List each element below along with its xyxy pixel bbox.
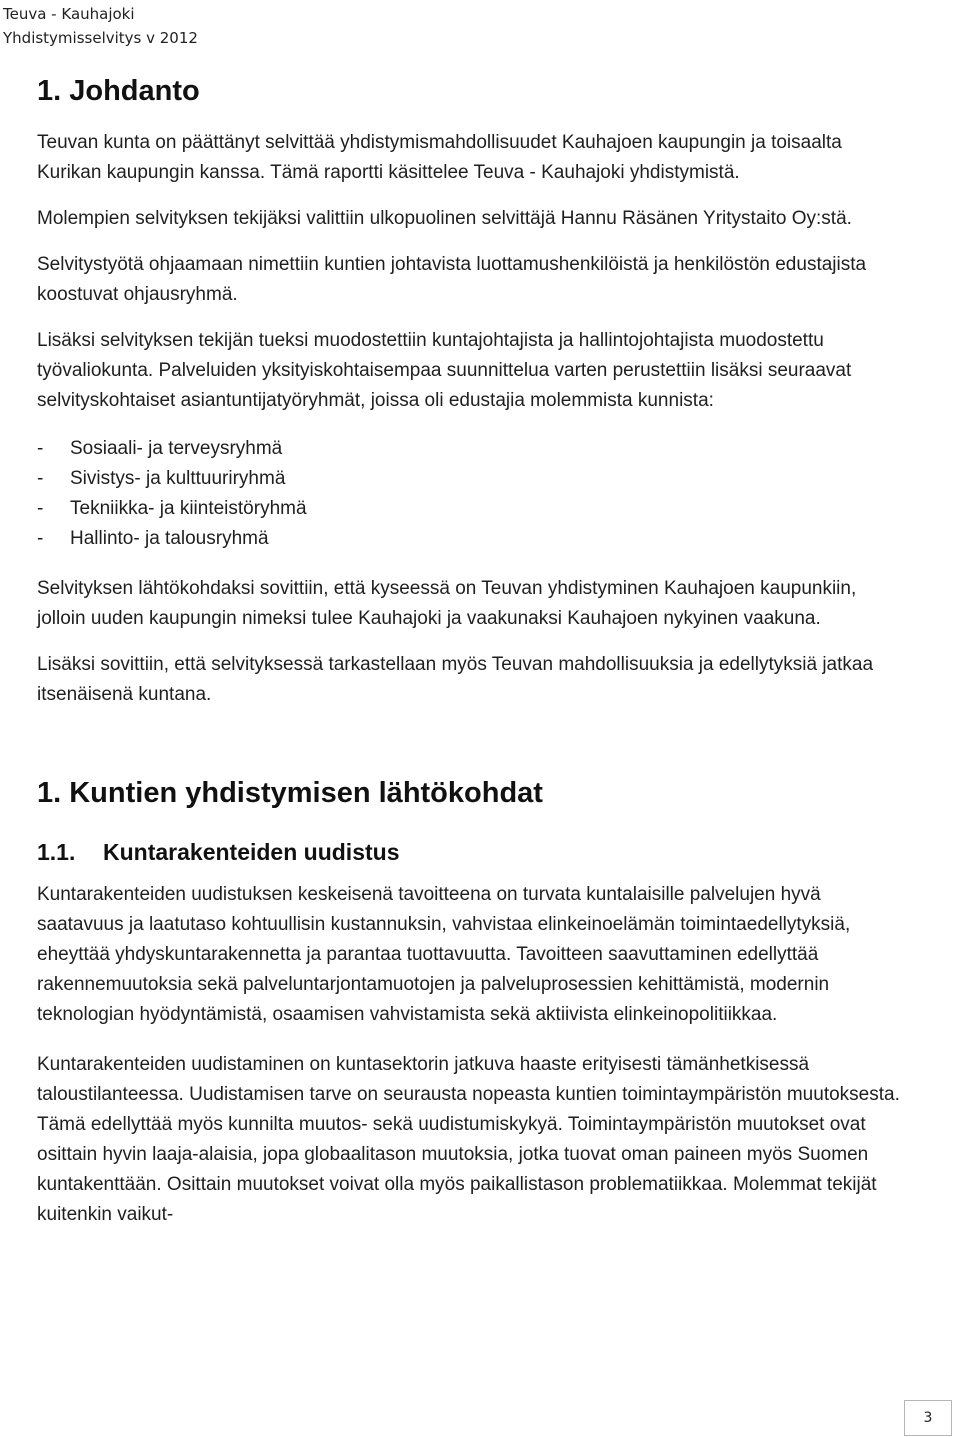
- list-item: [37, 434, 907, 464]
- dash-bullet: -: [37, 498, 44, 519]
- section-heading-johdanto: 1. Johdanto: [37, 75, 200, 107]
- paragraph: Teuvan kunta on päättänyt selvittää yhdistymismahdollisuudet Kauhajoen kaupungin ja toisaalta Kurikan kaupungin kanssa. Tämä raportti käsittelee Teuva - Kauhajoki yhdistymistä.: [37, 132, 842, 183]
- list-item: [37, 494, 907, 524]
- dash-bullet: -: [37, 468, 44, 489]
- subsection-title: Kuntarakenteiden uudistus: [103, 839, 400, 865]
- paragraph: Kuntarakenteiden uudistuksen keskeisenä tavoitteena on turvata kuntalaisille palvelujen hyvä saatavuus ja laatutaso kohtuullisin kustannuksin, vahvistaa elinkeinoelämän toimintaedellytyksiä, eheyttää yhdyskuntarakennetta ja parantaa tuottavuutta. Tavoitteen saavuttaminen edellyttää rakennemuutoksia sekä palveluntarjontamuotojen ja palveluprosessien kehittämistä, modernin teknologian hyödyntämistä, osaamisen vahvistamista sekä aktiivista elinkeinopolitiikkaa.: [37, 884, 851, 1025]
- paragraph: Lisäksi sovittiin, että selvityksessä tarkastellaan myös Teuvan mahdollisuuksia ja edellytyksiä jatkaa itsenäisenä kuntana.: [37, 654, 874, 705]
- list-item-text: Sosiaali- ja terveysryhmä: [70, 438, 283, 459]
- page-number: 3: [904, 1400, 952, 1436]
- list-item: [37, 464, 907, 494]
- paragraph: Selvitystyötä ohjaamaan nimettiin kuntien johtavista luottamushenkilöistä ja henkilöstön edustajista koostuvat ohjausryhmä.: [37, 254, 867, 305]
- list-item-text: Sivistys- ja kulttuuriryhmä: [70, 468, 286, 489]
- document-body: [37, 68, 907, 1230]
- paragraph: Kuntarakenteiden uudistaminen on kuntasektorin jatkuva haaste erityisesti tämänhetkisessä taloustilanteessa. Uudistamisen tarve on seurausta nopeasta kuntien toimintaympäristön muutoksesta. Tämä edellyttää myös kunnilta muutos- sekä uudistumiskykyä. Toimintaympäristön muutokset ovat osittain hyvin laaja-alaisia, jopa globaalitason muutoksia, jotka tuovat oman paineen myös Suomen kuntakenttään. Osittain muutokset voivat olla myös paikallistason problematiikkaa. Molemmat tekijät kuitenkin vaikut-: [37, 1054, 900, 1225]
- header-title: Teuva - Kauhajoki: [3, 5, 135, 23]
- dash-bullet: -: [37, 528, 44, 549]
- dash-bullet: -: [37, 438, 44, 459]
- page-header: [3, 2, 198, 50]
- list-item-text: Hallinto- ja talousryhmä: [70, 528, 269, 549]
- list-item-text: Tekniikka- ja kiinteistöryhmä: [70, 498, 307, 519]
- paragraph: Selvityksen lähtökohdaksi sovittiin, että kyseessä on Teuvan yhdistyminen Kauhajoen kaupunkiin, jolloin uuden kaupungin nimeksi tulee Kauhajoki ja vaakunaksi Kauhajoen nykyinen vaakuna.: [37, 578, 857, 629]
- subsection-number: 1.1.: [37, 839, 76, 865]
- header-subtitle: Yhdistymisselvitys v 2012: [3, 29, 198, 47]
- section-heading-lahtokohdat: 1. Kuntien yhdistymisen lähtökohdat: [37, 777, 543, 809]
- subsection-heading: [37, 834, 907, 870]
- list-item: [37, 524, 907, 554]
- paragraph: Lisäksi selvityksen tekijän tueksi muodostettiin kuntajohtajista ja hallintojohtajista muodostettu työvaliokunta. Palveluiden yksityiskohtaisempaa suunnittelua varten perustettiin lisäksi seuraavat selvityskohtaiset asiantuntijatyöryhmät, joissa oli edustajia molemmista kunnista:: [37, 330, 852, 411]
- working-groups-list: [37, 434, 907, 554]
- paragraph: Molempien selvityksen tekijäksi valittiin ulkopuolinen selvittäjä Hannu Räsänen Yritystaito Oy:stä.: [37, 208, 852, 229]
